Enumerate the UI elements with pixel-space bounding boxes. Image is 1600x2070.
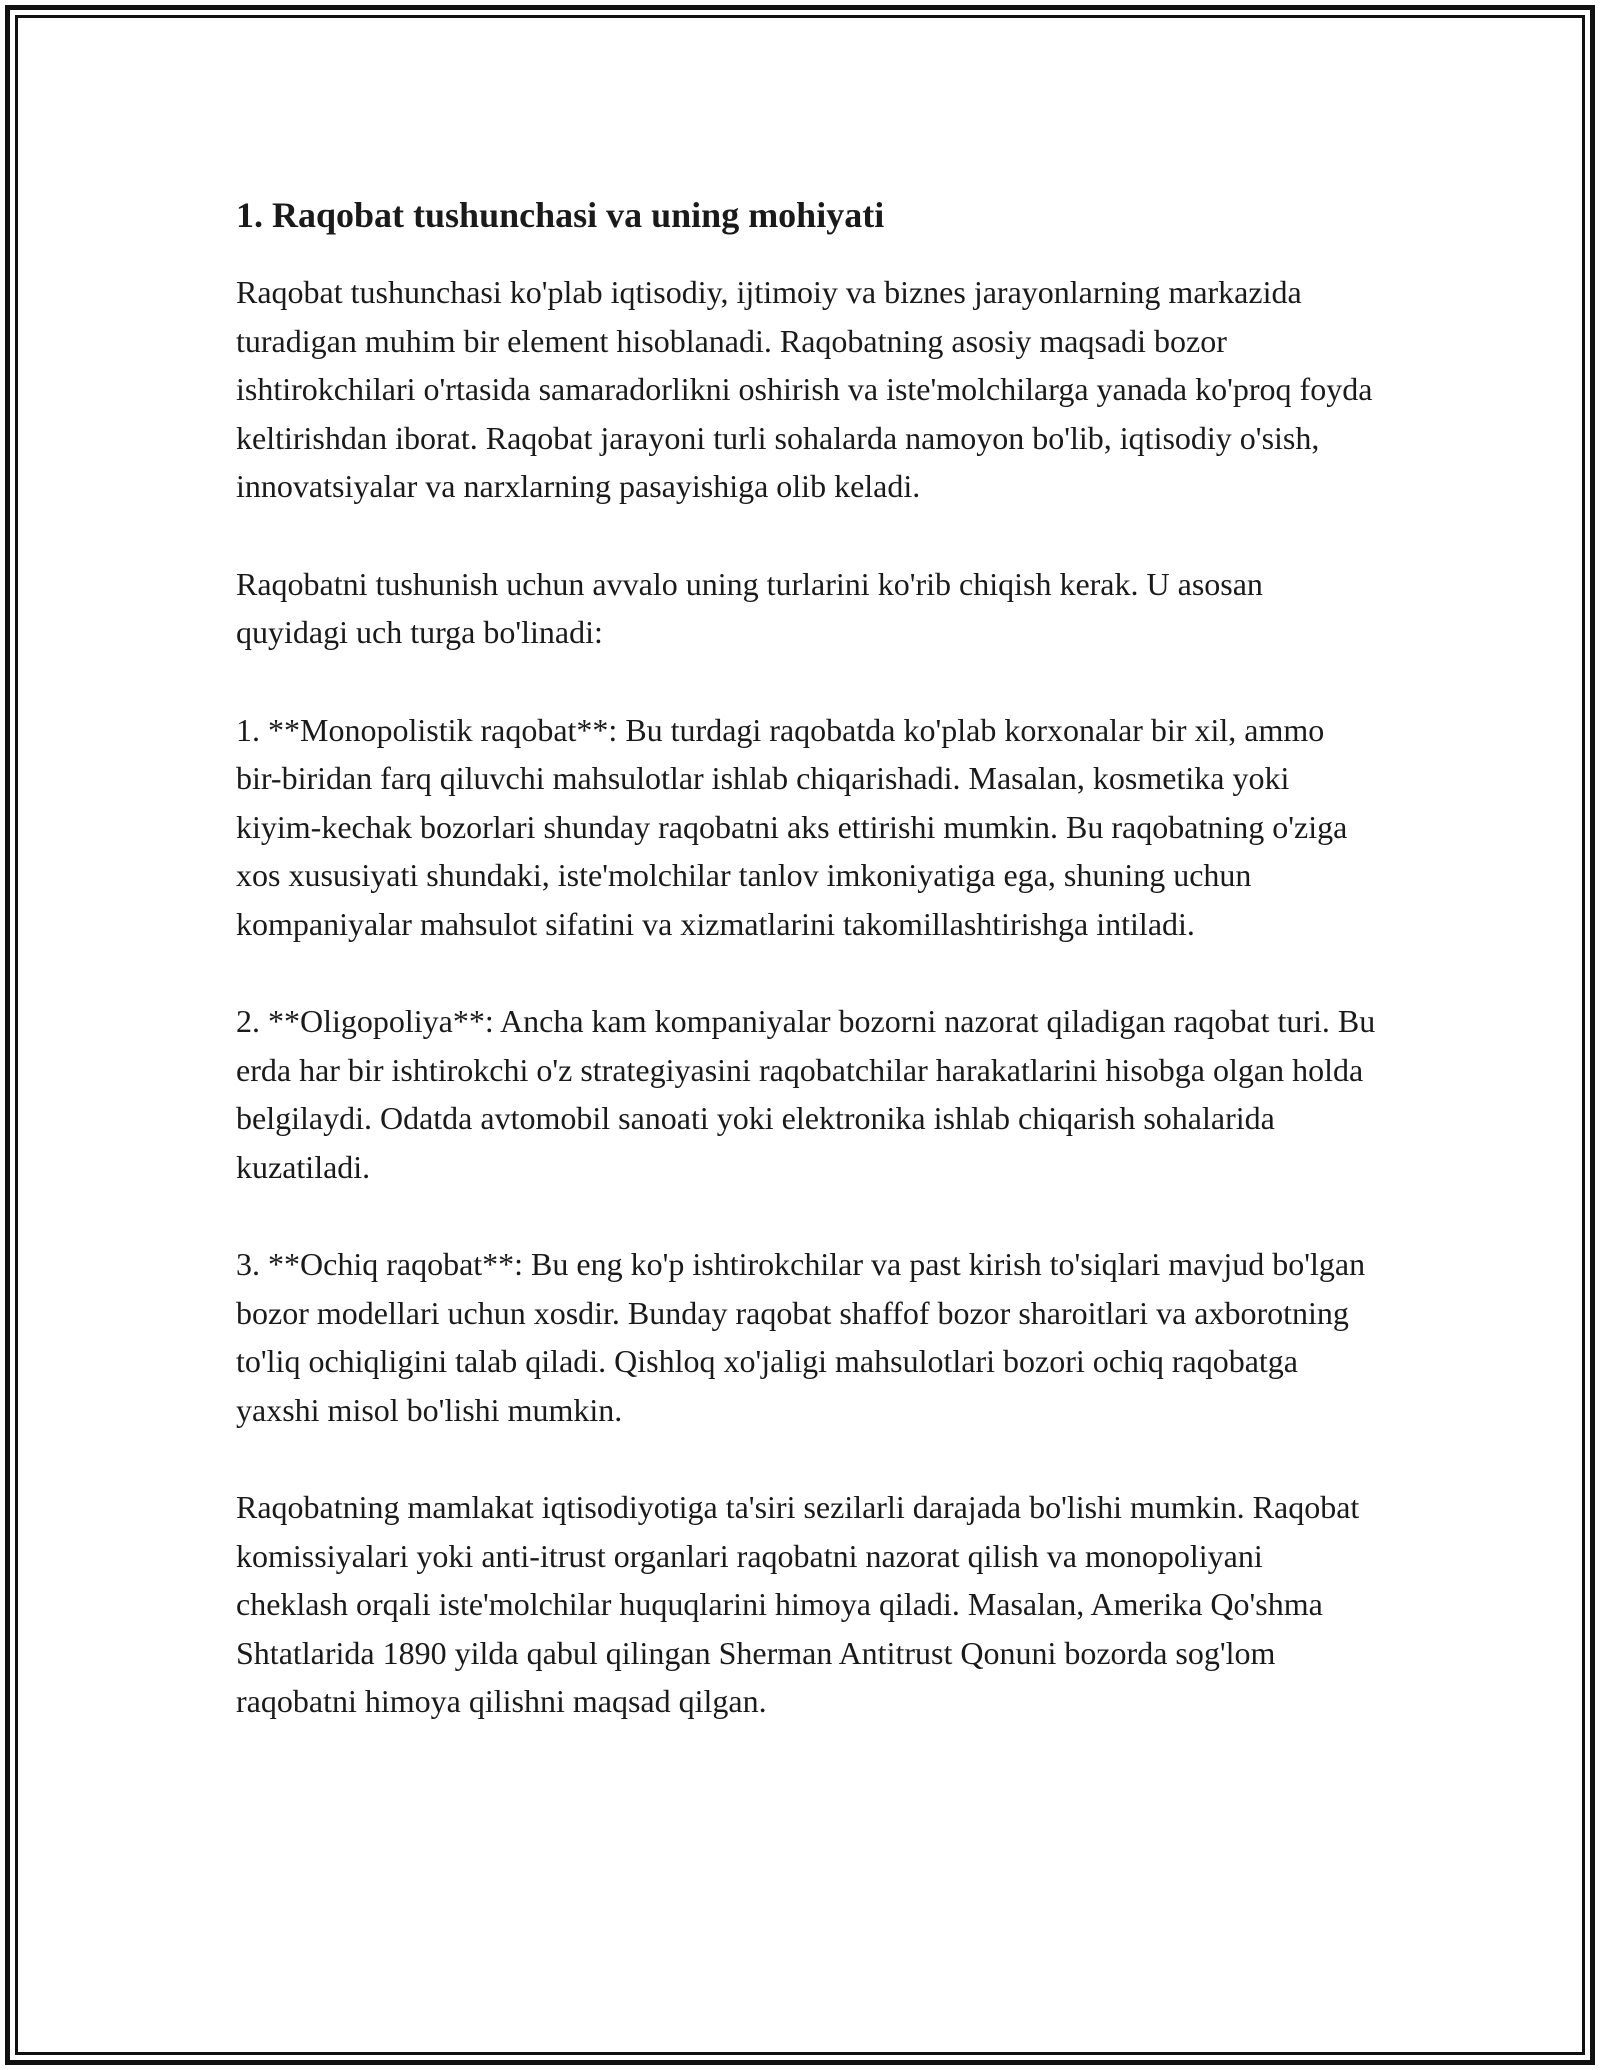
list-item-monopolistic: 1. **Monopolistik raqobat**: Bu turdagi raqobatda ko'plab korxonalar bir xil, ammo bir-biridan farq qiluvchi mahsulotlar ishlab chiqarishadi. Masalan, kosmetika yoki kiyim-kechak bozorlari shunday raqobatni aks ettirishi mumkin. Bu raqobatning o'ziga xos xususiyati shundaki, iste'molchilar tanlov imkoniyatiga ega, shuning uchun kompaniyalar mahsulot sifatini va xizmatlarini takomillashtirishga intiladi. — [236, 711, 1348, 942]
section-title: 1. Raqobat tushunchasi va uning mohiyati — [236, 195, 885, 235]
list-item-open-competition: 3. **Ochiq raqobat**: Bu eng ko'p ishtirokchilar va past kirish to'siqlari mavjud bo'lgan bozor modellari uchun xosdir. Bunday raqobat shaffof bozor sharoitlari va axborotning to'liq ochiqligini talab qiladi. Qishloq xo'jaligi mahsulotlari bozori ochiq raqobatga yaxshi misol bo'lishi mumkin. — [236, 1246, 1366, 1428]
list-item-oligopoly: 2. **Oligopoliya**: Ancha kam kompaniyalar bozorni nazorat qiladigan raqobat turi. Bu erda har bir ishtirokchi o'z strategiyasini raqobatchilar harakatlarini hisobga olgan holda belgilaydi. Odatda avtomobil sanoati yoki elektronika ishlab chiqarish sohalarida kuzatiladi. — [236, 1003, 1376, 1185]
document-body — [236, 190, 1376, 1775]
paragraph-intro: Raqobat tushunchasi ko'plab iqtisodiy, ijtimoiy va biznes jarayonlarning markazida turadigan muhim bir element hisoblanadi. Raqobatning asosiy maqsadi bozor ishtirokchilari o'rtasida samaradorlikni oshirish va iste'molchilarga yanada ko'proq foyda keltirishdan iborat. Raqobat jarayoni turli sohalarda namoyon bo'lib, iqtisodiy o'sish, innovatsiyalar va narxlarning pasayishiga olib keladi. — [236, 274, 1373, 504]
paragraph-types-lead: Raqobatni tushunish uchun avvalo uning turlarini ko'rib chiqish kerak. U asosan quyidagi uch turga bo'linadi: — [236, 565, 1263, 650]
paragraph-conclusion: Raqobatning mamlakat iqtisodiyotiga ta'siri sezilarli darajada bo'lishi mumkin. Raqobat komissiyalari yoki anti-itrust organlari raqobatni nazorat qilish va monopoliyani cheklash orqali iste'molchilar huquqlarini himoya qiladi. Masalan, Amerika Qo'shma Shtatlarida 1890 yilda qabul qilingan Sherman Antitrust Qonuni bozorda sog'lom raqobatni himoya qilishni maqsad qilgan. — [236, 1489, 1360, 1719]
